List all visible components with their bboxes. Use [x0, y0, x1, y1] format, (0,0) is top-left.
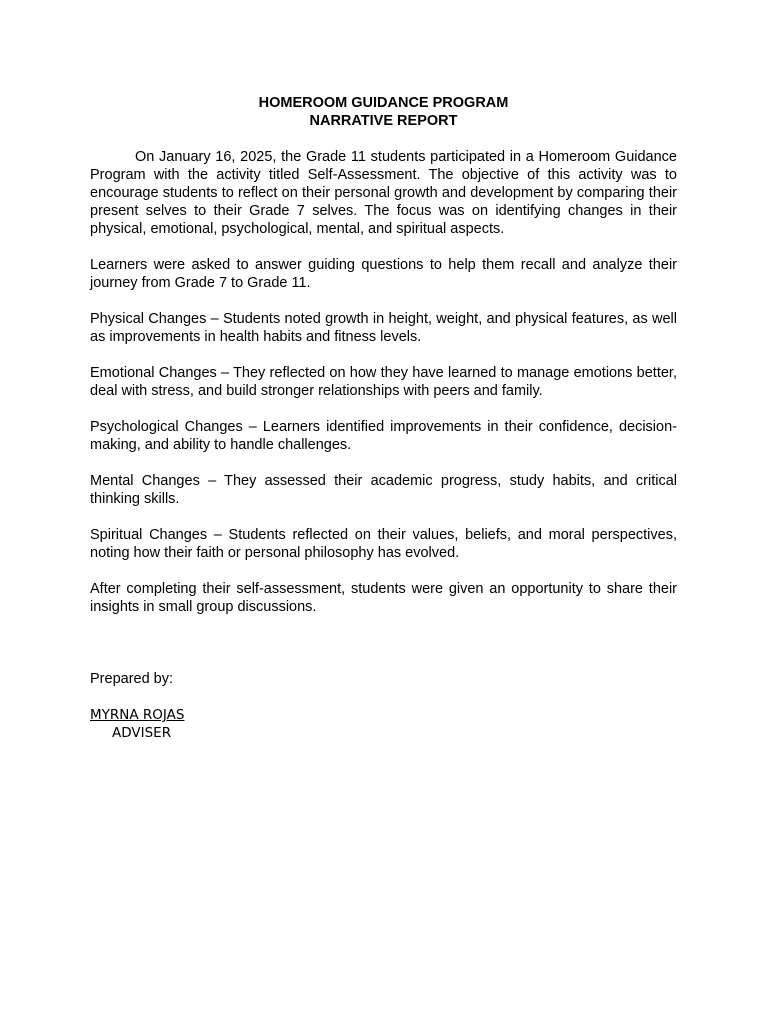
paragraph-guiding-questions: Learners were asked to answer guiding questions to help them recall and analyze their journey from Grade 7 to Grade 11.: [90, 257, 677, 291]
prepared-by-label: Prepared by:: [90, 671, 174, 687]
report-title-line1: HOMEROOM GUIDANCE PROGRAM: [258, 95, 509, 111]
signer-name: MYRNA ROJAS: [90, 707, 185, 723]
report-title-line2: NARRATIVE REPORT: [309, 113, 458, 129]
paragraph-conclusion: After completing their self-assessment, students were given an opportunity to share their insights in small group discussions.: [90, 581, 677, 615]
paragraph-mental-changes: Mental Changes – They assessed their academic progress, study habits, and critical thinking skills.: [90, 473, 677, 507]
signer-role: ADVISER: [112, 725, 172, 741]
paragraph-physical-changes: Physical Changes – Students noted growth in height, weight, and physical features, as well as improvements in health habits and fitness levels.: [90, 311, 677, 345]
report-title: [90, 94, 677, 130]
paragraph-spiritual-changes: Spiritual Changes – Students reflected on their values, beliefs, and moral perspectives, noting how their faith or personal philosophy has evolved.: [90, 527, 677, 561]
paragraph-intro: On January 16, 2025, the Grade 11 students participated in a Homeroom Guidance Program with the activity titled Self-Assessment. The objective of this activity was to encourage students to reflect on their personal growth and development by comparing their present selves to their Grade 7 selves. The focus was on identifying changes in their physical, emotional, psychological, mental, and spiritual aspects.: [90, 149, 677, 237]
document-body: [90, 94, 677, 742]
paragraph-psychological-changes: Psychological Changes – Learners identified improvements in their confidence, decision-making, and ability to handle challenges.: [90, 419, 677, 453]
paragraph-emotional-changes: Emotional Changes – They reflected on how they have learned to manage emotions better, deal with stress, and build stronger relationships with peers and family.: [90, 365, 677, 399]
